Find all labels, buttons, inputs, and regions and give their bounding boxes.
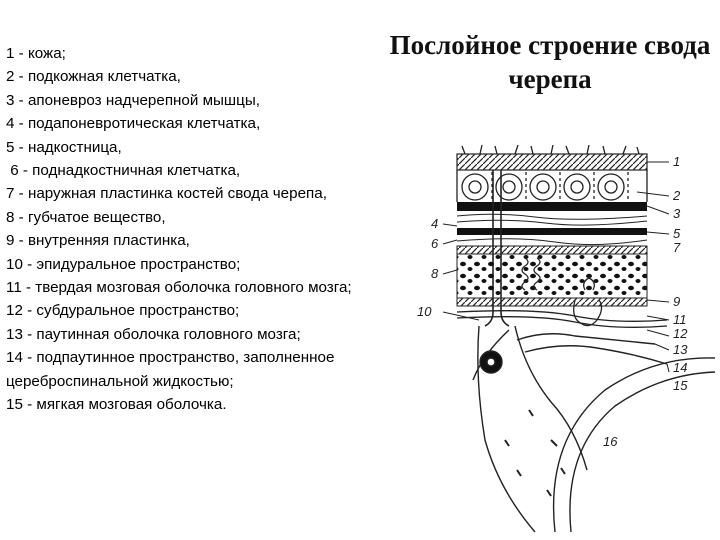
legend-item-9: 9 - внутренняя пластинка,: [6, 232, 190, 250]
diagram-label-9: 9: [673, 294, 681, 309]
diagram-label-12: 12: [673, 326, 688, 341]
diagram-label-4: 4: [431, 216, 439, 231]
aponeurosis-layer: [457, 202, 647, 211]
subcutaneous-layer: [457, 170, 647, 202]
legend-list: [6, 42, 366, 417]
diagram-label-6: 6: [431, 236, 439, 251]
periosteum-layer: [457, 228, 647, 235]
diagram-label-16: 16: [603, 434, 618, 449]
diagram-title: Послойное строение свода черепа: [389, 30, 711, 94]
legend-item-8: 8 - губчатое вещество,: [6, 208, 166, 226]
subperiosteal-layer: [457, 239, 647, 245]
diagram-label-2: 2: [673, 188, 681, 203]
legend-item-6: 6 - поднадкостничная клетчатка,: [6, 162, 241, 180]
diagram-label-14: 14: [673, 360, 688, 375]
legend-item-2: 2 - подкожная клетчатка,: [6, 68, 181, 86]
legend-item-13: 13 - паутинная оболочка головного мозга;: [6, 325, 301, 343]
diagram-label-3: 3: [673, 206, 681, 221]
legend-item-14: 14 - подпаутинное пространство, заполненное цереброспинальной жидкостью;: [6, 349, 339, 390]
outer-table: [457, 246, 647, 254]
inner-table: [457, 298, 647, 306]
legend-item-1: 1 - кожа;: [6, 45, 66, 62]
diagram-label-5: 5: [673, 226, 681, 241]
diagram-label-7: 7: [673, 240, 681, 255]
legend-item-11: 11 - твердая мозговая оболочка головного мозга;: [6, 279, 352, 297]
legend-item-7: 7 - наружная пластинка костей свода черепа,: [6, 185, 327, 203]
legend-item-15: 15 - мягкая мозговая оболочка.: [6, 396, 227, 414]
legend-item-12: 12 - субдуральное пространство;: [6, 302, 240, 320]
diagram-label-10: 10: [417, 304, 432, 319]
legend-item-10: 10 - эпидуральное пространство;: [6, 255, 241, 273]
legend-item-4: 4 - подапоневротическая клетчатка,: [6, 115, 261, 133]
diagram-label-8: 8: [431, 266, 439, 281]
skin-layer: [457, 145, 647, 170]
legend-item-5: 5 - надкостница,: [6, 138, 122, 156]
diagram-label-11: 11: [673, 312, 687, 327]
diploe-layer: [457, 254, 647, 298]
skull-layers-diagram: [375, 140, 715, 535]
diagram-label-1: 1: [673, 154, 681, 169]
diagram-label-13: 13: [673, 342, 688, 357]
diagram-label-15: 15: [673, 378, 688, 393]
subaponeurotic-layer: [457, 214, 647, 225]
legend-item-3: 3 - апоневроз надчерепной мышцы,: [6, 91, 260, 109]
